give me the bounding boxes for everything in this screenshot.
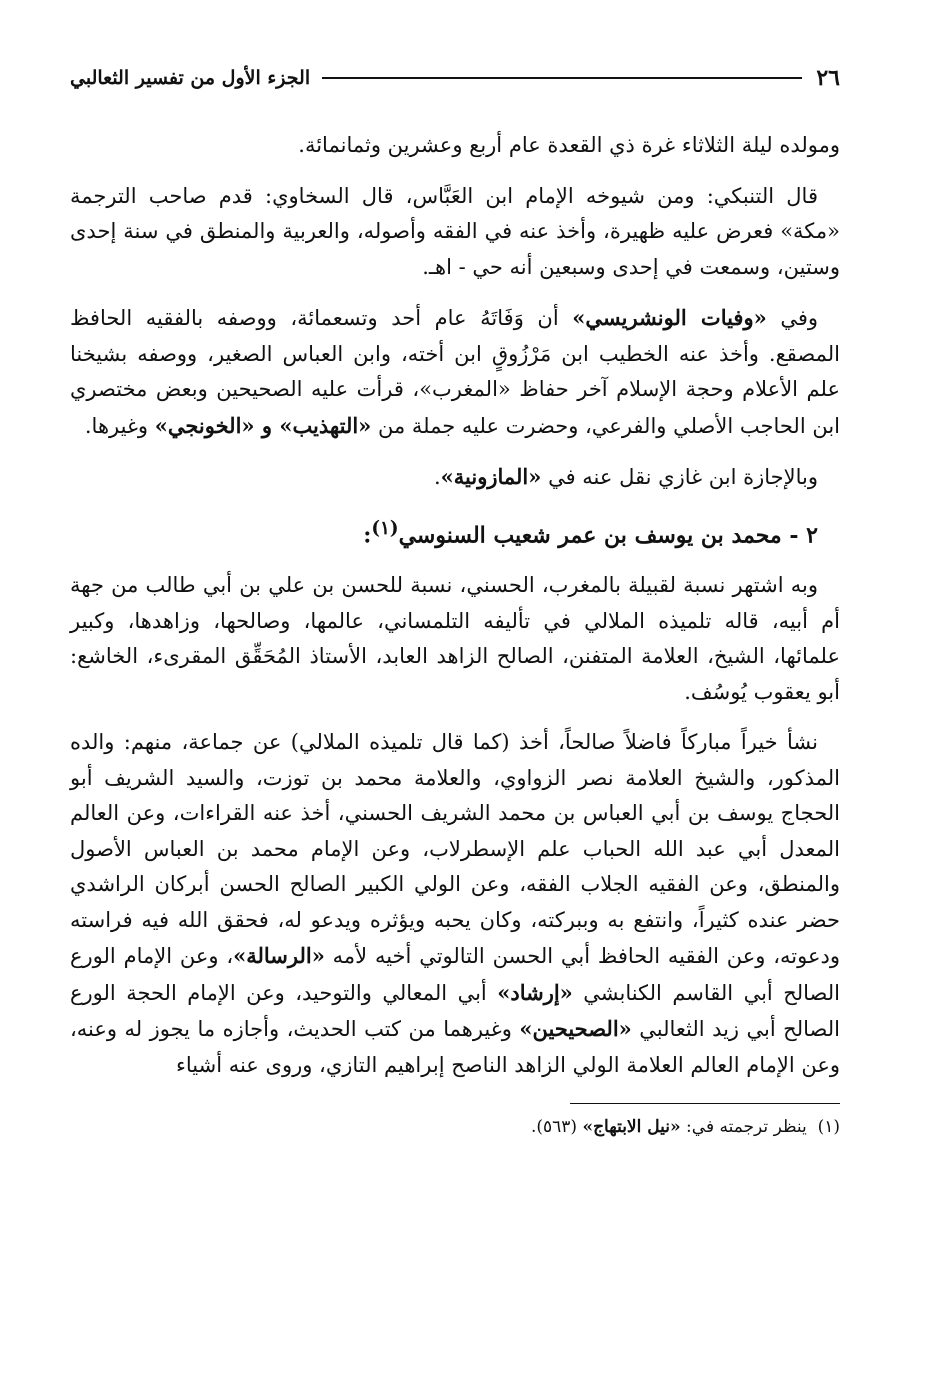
book-title: «الرسالة» — [233, 943, 325, 969]
header-title: الجزء الأول من تفسير الثعالبي — [70, 67, 311, 89]
paragraph-teachers — [70, 725, 840, 1083]
paragraph-wanshareesi — [70, 300, 840, 444]
header-rule — [322, 77, 802, 79]
footnote-reference: (٥٦٣). — [530, 1117, 583, 1138]
footnote-number: (١) — [817, 1117, 840, 1138]
heading-text: ٢ - محمد بن يوسف بن عمر شعيب السنوسي — [398, 521, 818, 548]
book-title: «المازونية» — [440, 464, 542, 489]
heading-colon: : — [363, 521, 372, 548]
entry-heading — [70, 511, 840, 554]
text-run: وفي — [766, 306, 818, 330]
footnote-marker[interactable]: (١) — [371, 517, 399, 539]
footnote-rule — [570, 1103, 840, 1104]
text-run: . — [433, 465, 441, 489]
paragraph-ibn-ghazi — [70, 459, 840, 496]
text-run: أبي المعالي والتوحيد، وعن الإمام الحجة الورع الصالح أبي زيد الثعالبي — [70, 980, 840, 1042]
running-header — [70, 58, 840, 98]
text-run: ، وعن الإمام الورع الصالح أبي القاسم الكنابشي — [70, 944, 841, 1005]
paragraph-lineage: وبه اشتهر نسبة لقبيلة بالمغرب، الحسني، نسبة للحسن بن علي بن أبي طالب من جهة أم أبيه، قاله تلميذه الملالي في تأليفه التلمساني، عالمها، وصالحها، وزاهدها، وكبير علمائها، الشيخ، العلامة المتفنن، الصالح الزاهد العابد، الأستاذ المُحَقِّق المقرىء، الخاشع: أبو يعقوب يُوسُف. — [70, 573, 840, 704]
book-title: «إرشاد» — [497, 979, 573, 1005]
text-run: و — [254, 412, 280, 438]
book-title: «الخونجي» — [154, 412, 255, 438]
page-number: ٢٦ — [816, 65, 840, 91]
text-run: أن وَفَاتَهُ عام أحد وتسعمائة، ووصفه بالفقيه الحافظ المصقع. وأخذ عنه الخطيب ابن مَرْزُوقٍ ابن أخته، وابن العباس الصغير، ووصفه بشيخنا علم الأعلام وحجة الإسلام آخر حفاظ «المغرب»، قرأت عليه الصحيحين وبعض مختصري ابن الحاجب الأصلي والفرعي، وحضرت عليه جملة من — [70, 306, 840, 438]
footnote-book-title: «نيل الابتهاج» — [582, 1117, 681, 1138]
text-run: وبالإجازة ابن غازي نقل عنه في — [541, 465, 818, 489]
text-run: نشأ خيراً مباركاً فاضلاً صالحاً، أخذ (كما قال تلميذه الملالي) عن جماعة، منهم: والده المذكور، والشيخ العلامة نصر الزواوي، والعلامة محمد بن توزت، والسيد الشريف أبو الحجاج يوسف بن أبي العباس بن محمد الشريف الحسني، أخذ عنه القراءات، وعن العالم المعدل أبي عبد الله الحباب علم الإسطرلاب، وعن الإمام محمد بن العباس الأصول والمنطق، وعن الفقيه الجلاب الفقه، وعن الولي الكبير الصالح الحسن أبركان الراشدي حضر عنده كثيراً، وانتفع به وببركته، وكان يحبه ويؤثره ويدعو له، فحقق الله فيه فراسته ودعوته، وعن الفقيه الحافظ أبي الحسن التالوتي أخيه لأمه — [70, 730, 841, 969]
text-run: وغيرهما من كتب الحديث، وأجازه ما يجوز له وعنه، وعن الإمام العالم العلامة الولي الزاهد الناصح إبراهيم التازي، وروى عنه أشياء — [70, 1017, 840, 1077]
main-text — [70, 128, 840, 1083]
book-title: «الصحيحين» — [519, 1016, 632, 1042]
book-title: «وفيات الونشريسي» — [572, 305, 767, 330]
paragraph-birth: ومولده ليلة الثلاثاء غرة ذي القعدة عام أربع وعشرين وثمانمائة. — [298, 133, 840, 157]
footnote — [70, 1112, 840, 1142]
paragraph-tinbukti: قال التنبكي: ومن شيوخه الإمام ابن العَبَّاس، قال السخاوي: قدم صاحب الترجمة «مكة» فعرض عليه ظهيرة، وأخذ عنه في الفقه وأصوله، والعربية والمنطق في سنة إحدى وستين، وسمعت في إحدى وسبعين أنه حي - اهـ. — [70, 183, 840, 279]
footnote-text: ينظر ترجمته في: — [680, 1117, 807, 1138]
text-run: وغيرها. — [84, 413, 155, 438]
book-page — [70, 58, 840, 1142]
book-title: «التهذيب» — [279, 412, 372, 438]
